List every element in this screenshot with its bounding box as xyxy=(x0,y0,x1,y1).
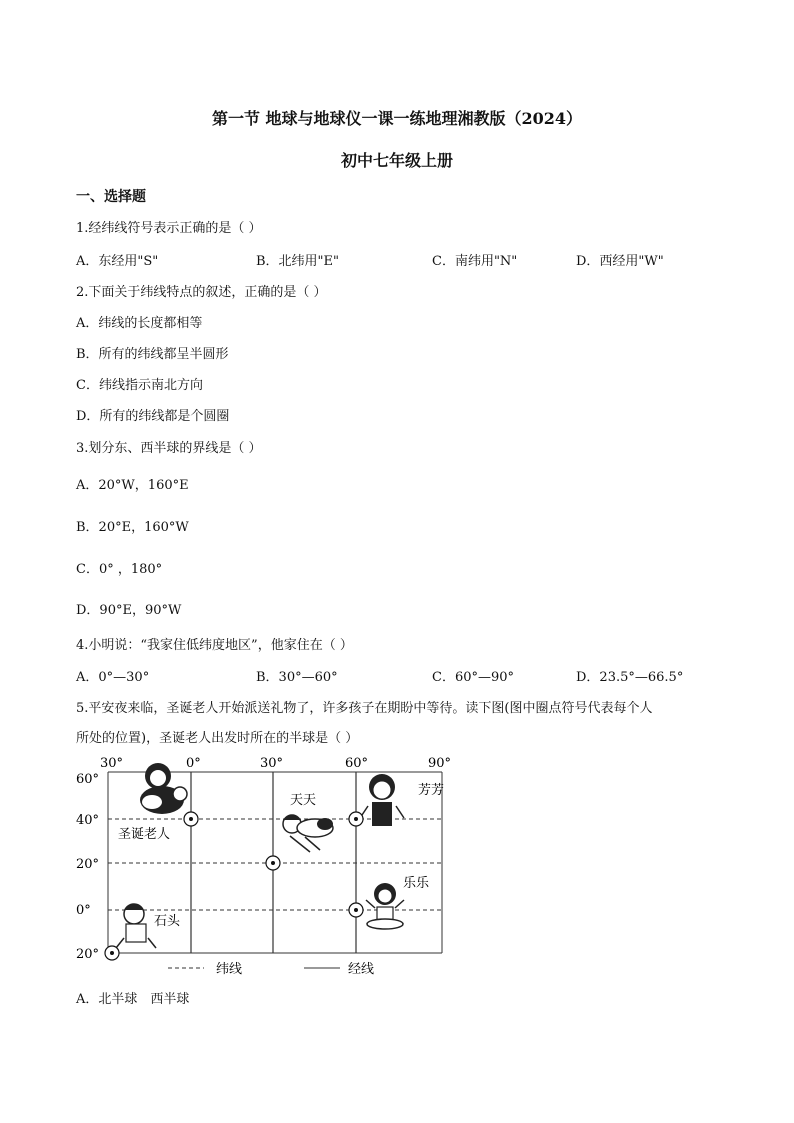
q3-option-d[interactable]: D．90°E，90°W xyxy=(76,603,182,618)
q4-option-a[interactable]: A．0°—30° xyxy=(76,670,150,685)
marker-santa xyxy=(184,812,198,826)
q1-option-c[interactable]: C．南纬用"N" xyxy=(432,254,518,269)
q1-option-b[interactable]: B．北纬用"E" xyxy=(256,254,340,269)
label-shitou: 石头 xyxy=(154,914,181,929)
q4-option-d[interactable]: D．23.5°—66.5° xyxy=(576,670,684,685)
lat-lon-grid-figure xyxy=(70,752,470,984)
shitou-illustration xyxy=(116,904,156,948)
label-tiantian: 天天 xyxy=(290,793,317,808)
lat-label-40: 40° xyxy=(76,813,100,828)
lon-label-90e: 90° xyxy=(428,756,452,771)
tiantian-illustration xyxy=(283,815,333,852)
q1-option-d[interactable]: D．西经用"W" xyxy=(576,254,664,269)
question-2-stem: 2.下面关于纬线特点的叙述，正确的是（ ） xyxy=(76,285,327,300)
q3-option-a[interactable]: A．20°W，160°E xyxy=(76,478,189,493)
marker-fangfang xyxy=(349,812,363,826)
q3-option-c[interactable]: C．0° ，180° xyxy=(76,562,163,577)
lon-label-30e: 30° xyxy=(260,756,284,771)
marker-tiantian xyxy=(266,856,280,870)
q4-option-b[interactable]: B．30°—60° xyxy=(256,670,338,685)
question-5-stem-line2: 所处的位置)，圣诞老人出发时所在的半球是（ ） xyxy=(76,731,359,746)
marker-shitou xyxy=(105,946,119,960)
q2-option-a[interactable]: A．纬线的长度都相等 xyxy=(76,316,203,331)
q4-option-c[interactable]: C．60°—90° xyxy=(432,670,515,685)
lat-label-60: 60° xyxy=(76,772,100,787)
section-heading: 一、选择题 xyxy=(76,189,146,205)
lat-label-20: 20° xyxy=(76,857,100,872)
label-santa: 圣诞老人 xyxy=(118,827,171,842)
fangfang-illustration xyxy=(360,774,404,826)
q1-option-a[interactable]: A．东经用"S" xyxy=(76,254,159,269)
q5-option-a[interactable]: A．北半球 西半球 xyxy=(76,992,190,1007)
lon-label-30w: 30° xyxy=(100,756,124,771)
q2-option-c[interactable]: C．纬线指示南北方向 xyxy=(76,378,203,393)
q2-option-b[interactable]: B．所有的纬线都呈半圆形 xyxy=(76,347,229,362)
question-3-stem: 3.划分东、西半球的界线是（ ） xyxy=(76,441,262,456)
marker-lele xyxy=(349,903,363,917)
legend-lon-label: 经线 xyxy=(348,962,375,977)
question-4-stem: 4.小明说：“我家住低纬度地区”，他家住在（ ） xyxy=(76,638,353,653)
lat-label-20s: 20° xyxy=(76,947,100,962)
q3-option-b[interactable]: B．20°E，160°W xyxy=(76,520,189,535)
lat-label-0: 0° xyxy=(76,903,91,918)
label-lele: 乐乐 xyxy=(403,876,430,891)
lele-illustration xyxy=(366,883,404,929)
lon-label-60e: 60° xyxy=(345,756,369,771)
q2-option-d[interactable]: D．所有的纬线都是个圆圈 xyxy=(76,409,230,424)
legend-lat-label: 纬线 xyxy=(216,962,243,977)
santa-illustration xyxy=(140,763,187,814)
page-subtitle: 初中七年级上册 xyxy=(340,151,453,170)
question-5-stem-line1: 5.平安夜来临，圣诞老人开始派送礼物了，许多孩子在期盼中等待。读下图(图中圈点符号代表每个人 xyxy=(76,701,653,716)
page-title: 第一节 地球与地球仪一课一练地理湘教版（2024） xyxy=(211,109,583,128)
question-1-stem: 1.经纬线符号表示正确的是（ ） xyxy=(76,221,262,236)
label-fangfang: 芳芳 xyxy=(418,783,445,798)
lon-label-0: 0° xyxy=(186,756,201,771)
